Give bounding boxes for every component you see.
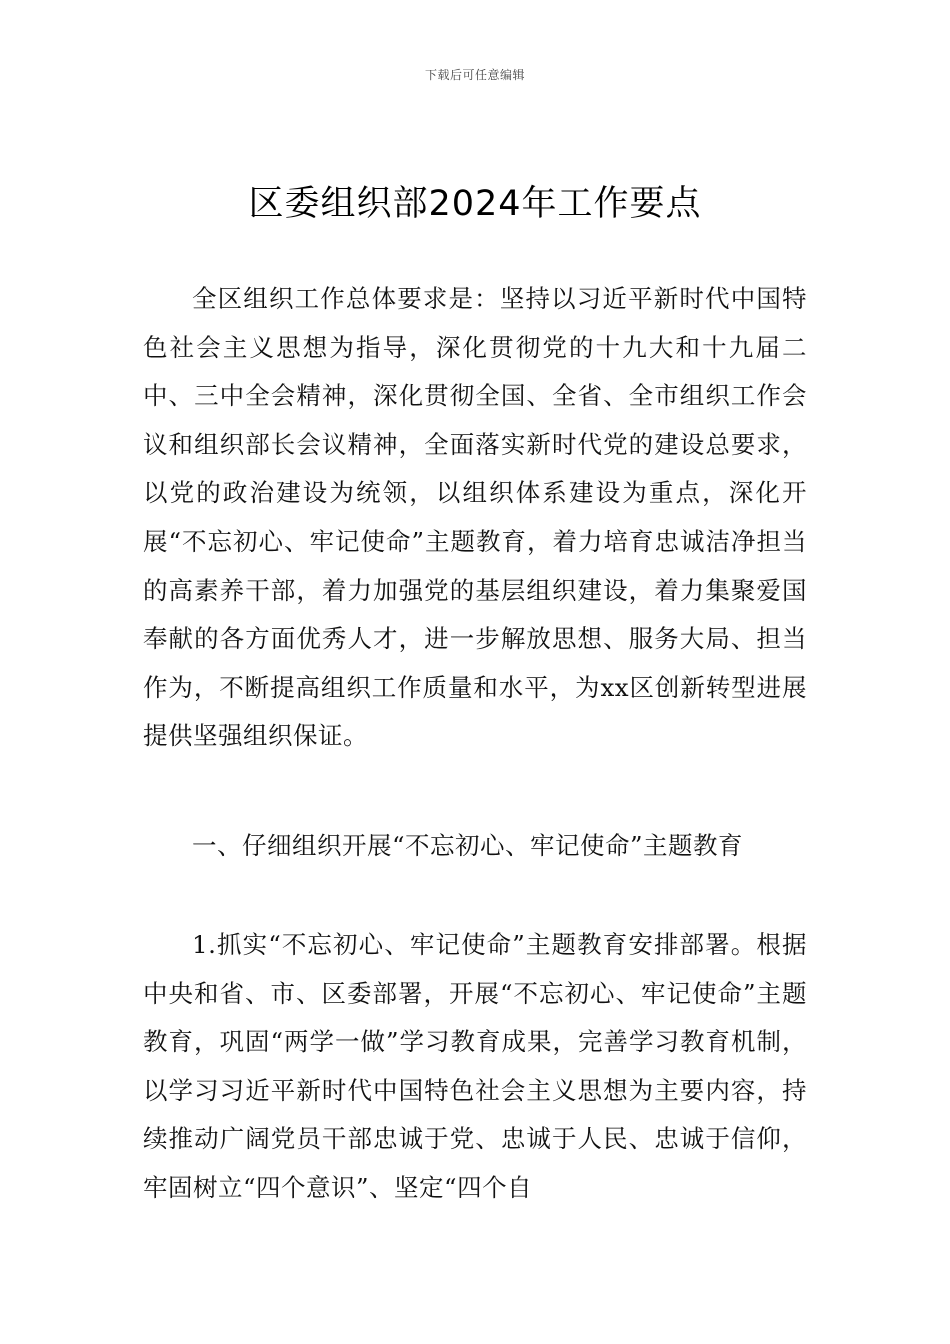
document-title: 区委组织部2024年工作要点 bbox=[248, 184, 702, 224]
item-paragraph: 1.抓实“不忘初心、牢记使命”主题教育安排部署。根据中央和省、市、区委部署，开展“不忘初心、牢记使命”主题教育，巩固“两学一做”学习教育成果，完善学习教育机制，以学习习近平新时代中国特色社会主义思想为主要内容，持续推动广阔党员干部忠诚于党、忠诚于人民、忠诚于信仰，牢固树立“四个意识”、坚定“四个自 bbox=[143, 930, 807, 1202]
header-note: 下载后可任意编辑 bbox=[424, 68, 525, 82]
section-heading: 一、仔细组织开展“不忘初心、牢记使命”主题教育 bbox=[192, 831, 744, 860]
intro-paragraph: 全区组织工作总体要求是：坚持以习近平新时代中国特色社会主义思想为指导，深化贯彻党的十九大和十九届二中、三中全会精神，深化贯彻全国、全省、全市组织工作会议和组织部长会议精神，全面落实新时代党的建设总要求，以党的政治建设为统领，以组织体系建设为重点，深化开展“不忘初心、牢记使命”主题教育，着力培育忠诚洁净担当的高素养干部，着力加强党的基层组织建设，着力集聚爱国奉献的各方面优秀人才，进一步解放思想、服务大局、担当作为，不断提高组织工作质量和水平，为xx区创新转型进展提供坚强组织保证。 bbox=[143, 284, 807, 751]
